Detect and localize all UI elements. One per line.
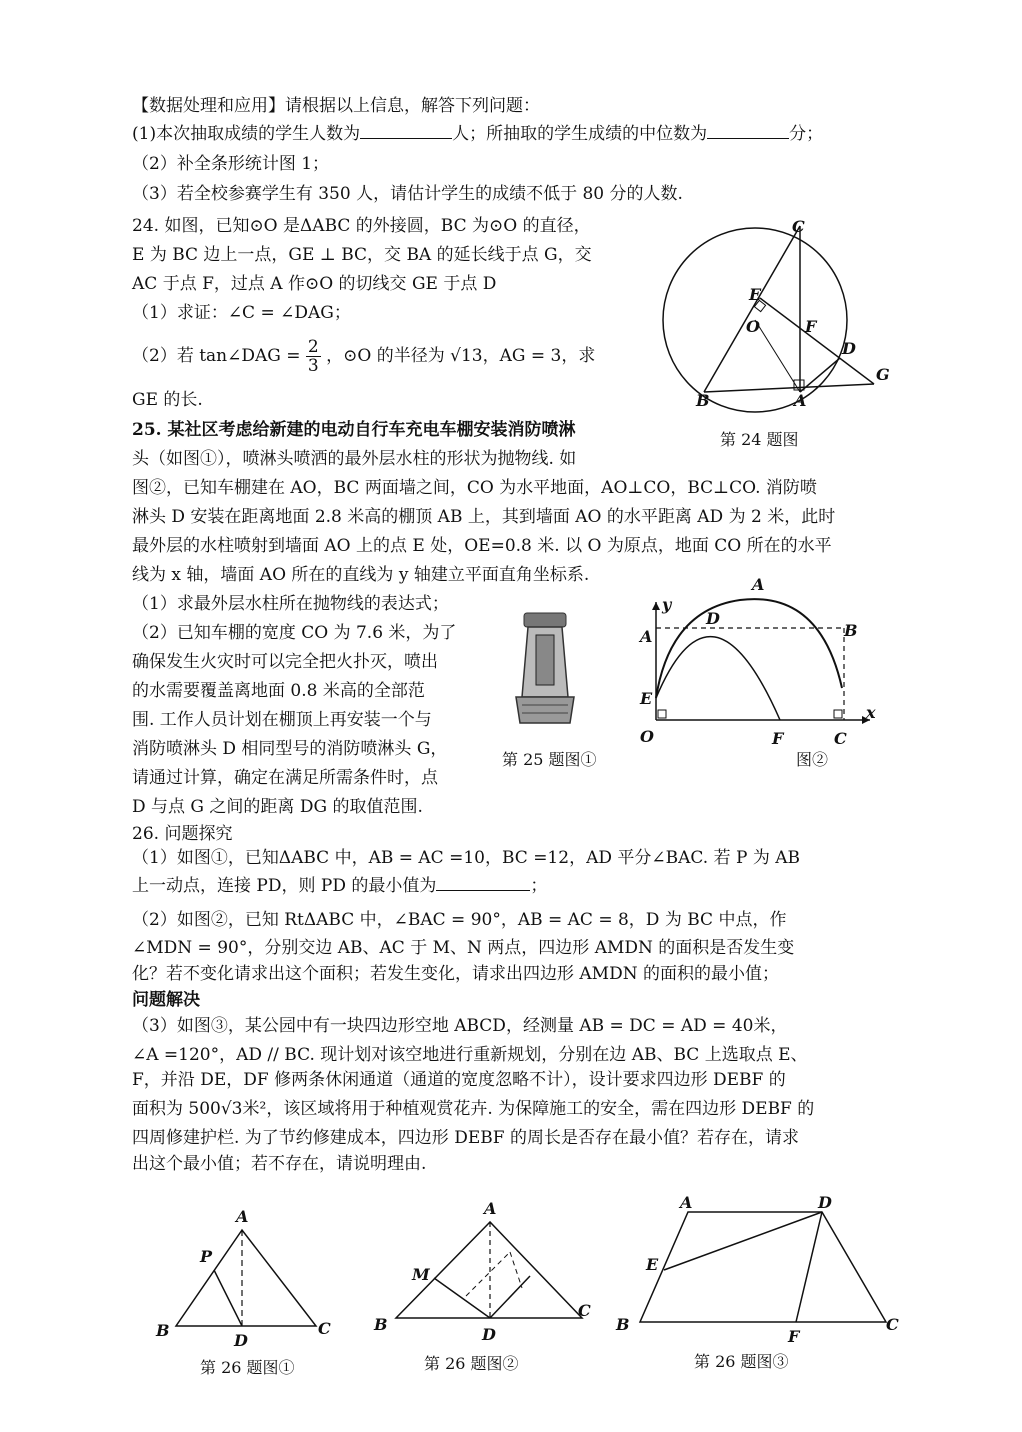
label-e: E: [749, 285, 762, 304]
segment-df: [796, 1212, 822, 1322]
figure-24: [660, 210, 900, 410]
label-b: B: [844, 621, 858, 640]
q25-line: 确保发生火灾时可以完全把火扑灭，喷出: [132, 652, 438, 672]
q26-line: 四周修建护栏. 为了节约修建成本，四边形 DEBF 的周长是否存在最小值？若存在，请求: [132, 1128, 799, 1148]
q26-heading: 问题解决: [132, 990, 200, 1010]
label-a: A: [484, 1199, 497, 1218]
q26-line: 出这个最小值；若不存在，请说明理由.: [132, 1154, 427, 1174]
sprinkler-image: [510, 605, 580, 730]
q25-line: D 与点 G 之间的距离 DG 的取值范围.: [132, 797, 423, 817]
q25-line: （1）求最外层水柱所在抛物线的表达式；: [132, 594, 449, 614]
figure-26-3: [610, 1190, 910, 1350]
label-f: F: [772, 729, 784, 748]
label-d: D: [706, 609, 720, 628]
segment-md: [434, 1278, 490, 1318]
label-b: B: [374, 1315, 388, 1334]
label-b: B: [696, 391, 710, 410]
label-d: D: [818, 1193, 832, 1212]
figure-26-2-caption: 第 26 题图②: [424, 1354, 519, 1373]
label-f: F: [788, 1327, 800, 1346]
section-heading: 【数据处理和应用】请根据以上信息，解答下列问题：: [132, 96, 540, 116]
figure-25-2: [630, 575, 880, 750]
segment-oa: [755, 320, 800, 392]
label-d: D: [234, 1331, 248, 1350]
label-c: C: [318, 1319, 331, 1338]
q24-line: （1）求证：∠C = ∠DAG；: [132, 303, 351, 323]
label-c: C: [792, 217, 805, 236]
segment-nd: [490, 1276, 530, 1318]
parabola-inner: [656, 637, 780, 720]
label-d: D: [842, 339, 856, 358]
q25-line: 头（如图①），喷淋头喷洒的最外层水柱的形状为抛物线. 如: [132, 449, 577, 469]
label-g: G: [876, 365, 890, 384]
q26-line: 上一动点，连接 PD，则 PD 的最小值为 ；: [132, 876, 548, 896]
q25-line: 线为 x 轴，墙面 AO 所在的直线为 y 轴建立平面直角坐标系.: [132, 565, 590, 585]
q26-line: （3）如图③，某公园中有一块四边形空地 ABCD，经测量 AB = DC = AD = 40米，: [132, 1016, 788, 1036]
q26-line: ∠MDN = 90°，分别交边 AB、AC 于 M、N 两点，四边形 AMDN 的面积是否发生变: [132, 938, 795, 958]
question-line: (1)本次抽取成绩的学生人数为 人；所抽取的学生成绩的中位数为 分；: [132, 124, 824, 144]
label-c: C: [886, 1315, 899, 1334]
label-f: F: [805, 317, 817, 336]
q25-line: 消防喷淋头 D 相同型号的消防喷淋头 G，: [132, 739, 448, 759]
answer-blank[interactable]: [360, 122, 452, 139]
q24-line: 24. 如图，已知⊙O 是ΔABC 的外接圆，BC 为⊙O 的直径，: [132, 216, 591, 236]
figure-26-1: [150, 1200, 350, 1350]
q26-line: 化？若不变化请求出这个面积；若发生变化，请求出四边形 AMDN 的面积的最小值；: [132, 964, 779, 984]
label-b: B: [156, 1321, 170, 1340]
q24-line: GE 的长.: [132, 390, 203, 410]
label-a: A: [794, 391, 807, 410]
q26-line: （1）如图①，已知ΔABC 中，AB = AC =10，BC =12，AD 平分∠BAC. 若 P 为 AB: [132, 848, 801, 868]
q24-line: AC 于点 F，过点 A 作⊙O 的切线交 GE 于点 D: [132, 274, 497, 294]
figure-26-2: [370, 1200, 600, 1350]
label-top: A: [752, 575, 765, 594]
label-e: E: [640, 689, 653, 708]
q26-line: F，并沿 DE，DF 修两条休闲通道（通道的宽度忽略不计），设计要求四边形 DEBF 的: [132, 1070, 786, 1090]
label-o: O: [640, 727, 654, 746]
q25-line: 图②，已知车棚建在 AO，BC 两面墙之间，CO 为水平地面，AO⊥CO，BC⊥CO. 消防喷: [132, 478, 817, 498]
quadrilateral-abcd: [640, 1212, 886, 1322]
label-a: A: [640, 627, 653, 646]
q26-heading: 26. 问题探究: [132, 824, 233, 844]
triangle-abc: [176, 1230, 316, 1326]
label-b: B: [616, 1315, 630, 1334]
q25-line: 围. 工作人员计划在棚顶上再安装一个与: [132, 710, 432, 730]
label-c: C: [834, 729, 847, 748]
figure-24-caption: 第 24 题图: [720, 430, 799, 449]
answer-blank[interactable]: [436, 874, 530, 891]
label-o: O: [746, 317, 760, 336]
q25-line: （2）已知车棚的宽度 CO 为 7.6 米，为了: [132, 623, 457, 643]
q25-line: 最外层的水柱喷射到墙面 AO 上的点 E 处，OE=0.8 米. 以 O 为原点，地面 CO 所在的水平: [132, 536, 832, 556]
question-line: （3）若全校参赛学生有 350 人，请估计学生的成绩不低于 80 分的人数.: [132, 184, 683, 204]
label-d: D: [482, 1325, 496, 1344]
q25-line: 淋头 D 安装在距离地面 2.8 米高的棚顶 AB 上，其到墙面 AO 的水平距离 AD 为 2 米，此时: [132, 507, 836, 527]
label-e: E: [646, 1255, 659, 1274]
q26-line: 面积为 500√3米²，该区域将用于种植观赏花卉. 为保障施工的安全，需在四边形 DEBF 的: [132, 1099, 815, 1119]
q26-line: ∠A =120°，AD // BC. 现计划对该空地进行重新规划，分别在边 AB、BC 上选取点 E、: [132, 1045, 808, 1065]
label-m: M: [412, 1265, 430, 1284]
label-a: A: [680, 1193, 693, 1212]
figure-25-1-caption: 第 25 题图①: [502, 750, 597, 769]
label-p: P: [200, 1247, 213, 1266]
q25-line: 25. 某社区考虑给新建的电动自行车充电车棚安装消防喷淋: [132, 420, 576, 440]
label-y: y: [662, 595, 672, 614]
segment-pd: [214, 1270, 242, 1326]
segment-de: [664, 1212, 822, 1270]
label-x: x: [866, 703, 876, 722]
q25-line: 请通过计算，确定在满足所需条件时，点: [132, 768, 438, 788]
q24-line: E 为 BC 边上一点，GE ⊥ BC，交 BA 的延长线于点 G，交: [132, 245, 592, 265]
fraction: $\frac{2}{3}$: [307, 337, 319, 376]
segment-bg: [704, 384, 874, 392]
figure-26-1-caption: 第 26 题图①: [200, 1358, 295, 1377]
segment-bc: [704, 226, 800, 392]
q25-line: 的水需要覆盖离地面 0.8 米高的全部范: [132, 681, 425, 701]
label-c: C: [578, 1301, 591, 1320]
answer-blank[interactable]: [707, 122, 789, 139]
question-line: （2）补全条形统计图 1；: [132, 154, 330, 174]
q24-line: （2）若 tan∠DAG = $\frac{2}{3}$ ，⊙O 的半径为 √13，AG = 3，求: [132, 337, 596, 376]
label-a: A: [236, 1207, 249, 1226]
segment-eg: [760, 298, 874, 384]
parabola-outer: [656, 599, 842, 698]
figure-25-2-caption: 图②: [796, 750, 829, 769]
q26-line: （2）如图②，已知 RtΔABC 中，∠BAC = 90°，AB = AC = 8，D 为 BC 中点，作: [132, 910, 787, 930]
figure-26-3-caption: 第 26 题图③: [694, 1352, 789, 1371]
